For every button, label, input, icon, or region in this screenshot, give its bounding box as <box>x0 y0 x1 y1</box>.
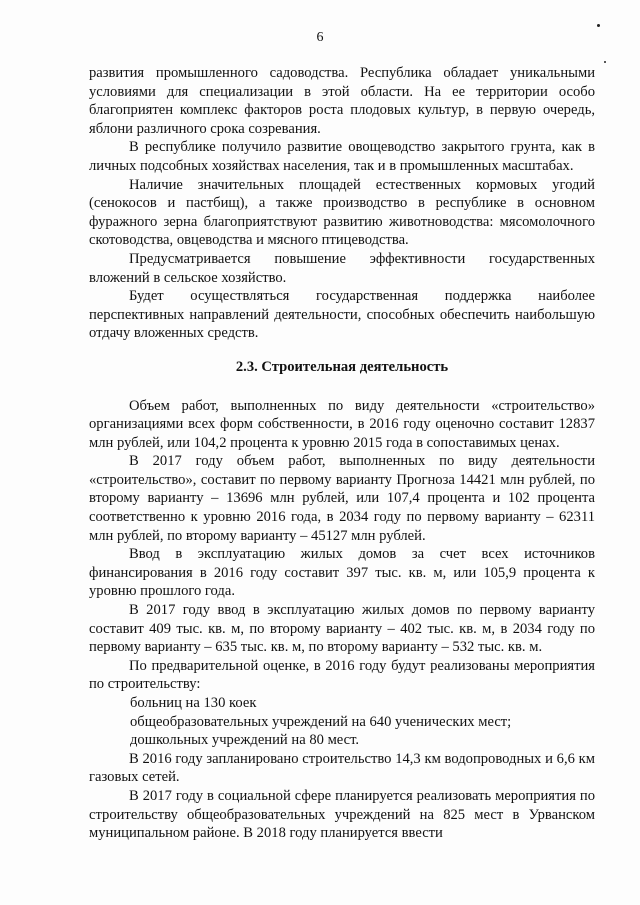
list-item: общеобразовательных учреждений на 640 ученических мест; <box>130 713 512 730</box>
body-paragraph: Будет осуществляться государственная поддержка наиболее перспективных направлений деятельности, способных обеспечить наибольшую отдачу вложенных средств. <box>89 288 595 342</box>
body-paragraph: В республике получило развитие овощеводство закрытого грунта, как в личных подсобных хозяйствах населения, так и в промышленных масштабах. <box>89 139 595 174</box>
document-body <box>89 64 595 843</box>
body-paragraph: В 2017 году объем работ, выполненных по виду деятельности «строительство», составит по первому варианту Прогноза 14421 млн рублей, по второму варианту – 13696 млн рублей, или 107,4 процента и 102 процента соответственно к уровню 2016 года, в 2034 году по первому варианту – 62311 млн рублей, по второму варианту – 45127 млн рублей. <box>89 453 595 544</box>
list-item: дошкольных учреждений на 80 мест. <box>130 732 360 749</box>
body-paragraph: Предусматривается повышение эффективности государственных вложений в сельское хозяйство. <box>89 250 595 286</box>
scan-dot-mark <box>597 24 600 27</box>
body-paragraph: В 2017 году в социальной сфере планируется реализовать мероприятия по строительству общеобразовательных учреждений на 825 мест в Урванском муниципальном районе. В 2018 году планируется ввести <box>89 787 595 842</box>
scan-dot-mark <box>604 61 606 63</box>
body-paragraph: развития промышленного садоводства. Республика обладает уникальными условиями для специализации в этой области. На ее территории особо благоприятен комплекс факторов роста плодовых культур, в первую очередь, яблони различного срока созревания. <box>89 65 595 137</box>
section-heading: 2.3. Строительная деятельность <box>235 358 449 375</box>
body-paragraph: Ввод в эксплуатацию жилых домов за счет всех источников финансирования в 2016 году составит 397 тыс. кв. м, или 105,9 процента к уровню прошлого года. <box>89 546 595 600</box>
body-paragraph: В 2017 году ввод в эксплуатацию жилых домов по первому варианту составит 409 тыс. кв. м, по второму варианту – 402 тыс. кв. м, в 2034 году по первому варианту – 635 тыс. кв. м, по второму варианту – 532 тыс. кв. м. <box>89 602 595 656</box>
body-paragraph: Наличие значительных площадей естественных кормовых угодий (сенокосов и пастбищ), а также производство в республике в основном фуражного зерна благоприятствуют развитию животноводства: мясомолочного скотоводства, овцеводства и мясного птицеводства. <box>89 176 595 249</box>
body-paragraph: По предварительной оценке, в 2016 году будут реализованы мероприятия по строительству: <box>89 657 595 693</box>
body-paragraph: Объем работ, выполненных по виду деятельности «строительство» организациями всех форм собственности, в 2016 году оценочно составит 12837 млн рублей, или 104,2 процента к уровню 2015 года в сопоставимых ценах. <box>89 397 595 451</box>
page-number: 6 <box>316 30 324 45</box>
list-item: больниц на 130 коек <box>130 695 257 711</box>
body-paragraph: В 2016 году запланировано строительство 14,3 км водопроводных и 6,6 км газовых сетей. <box>89 750 595 786</box>
